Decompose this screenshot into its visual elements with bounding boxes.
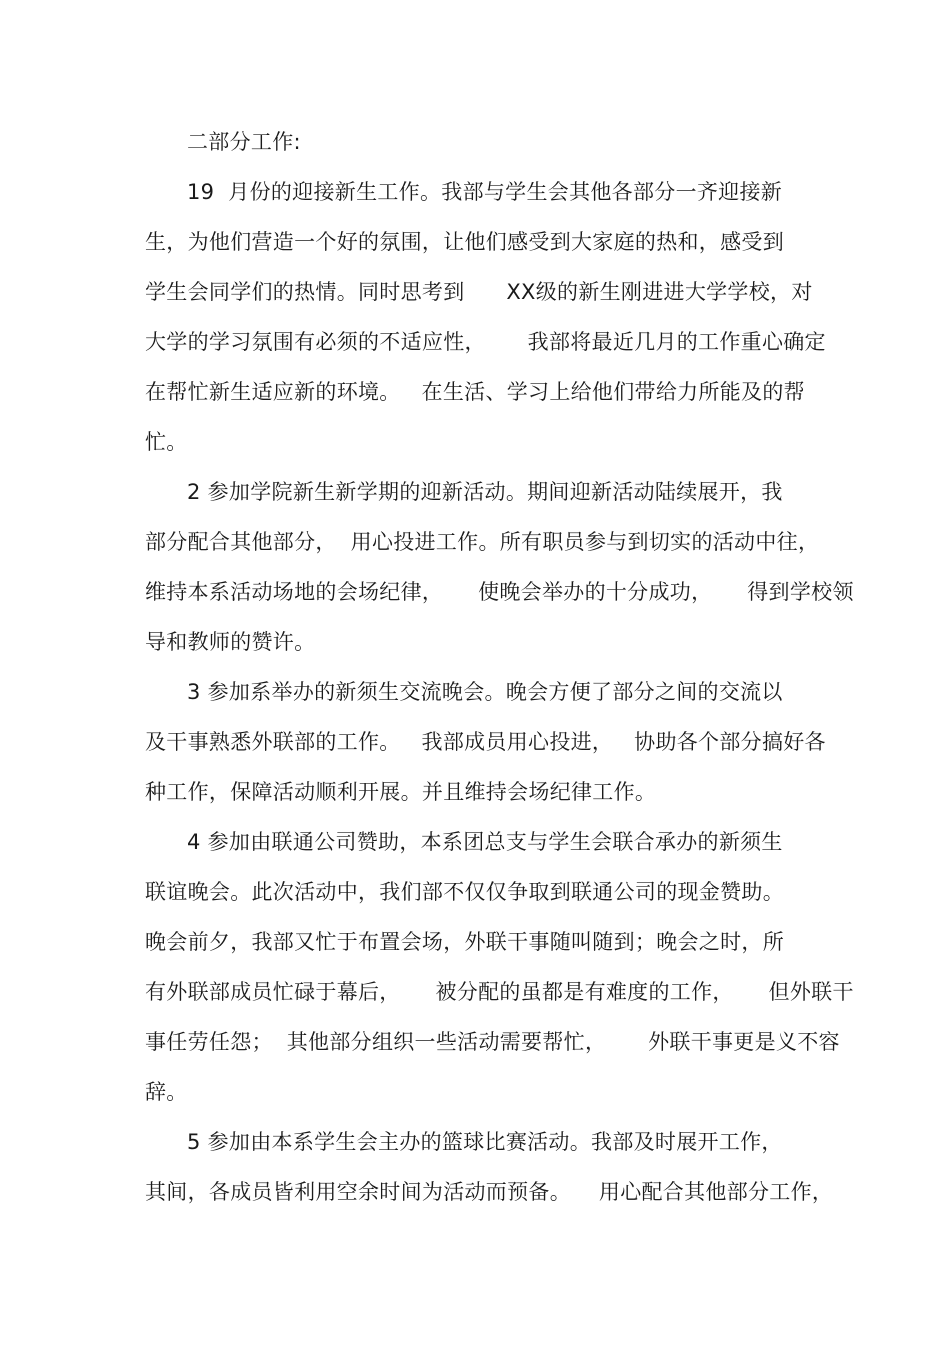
paragraph-line: 学生会同学们的热情。同时思考到 XX级的新生刚进进大学学校，对 xyxy=(145,280,813,304)
paragraph-line: 事任劳任怨； 其他部分组织一些活动需要帮忙， 外联干事更是义不容 xyxy=(145,1030,840,1054)
paragraph-line: 辞。 xyxy=(145,1080,188,1104)
paragraph-line: 在帮忙新生适应新的环境。 在生活、学习上给他们带给力所能及的帮 xyxy=(145,380,805,404)
paragraph-line: 3 参加系举办的新须生交流晚会。晚会方便了部分之间的交流以 xyxy=(187,680,783,704)
paragraph-line: 种工作，保障活动顺利开展。并且维持会场纪律工作。 xyxy=(145,780,657,804)
paragraph-line: 导和教师的赞许。 xyxy=(145,630,316,654)
paragraph-line: 联谊晚会。此次活动中，我们部不仅仅争取到联通公司的现金赞助。 xyxy=(145,880,784,904)
paragraph-line: 2 参加学院新生新学期的迎新活动。期间迎新活动陆续展开，我 xyxy=(187,480,783,504)
paragraph-line: 及干事熟悉外联部的工作。 我部成员用心投进， 协助各个部分搞好各 xyxy=(145,730,826,754)
paragraph-line: 其间，各成员皆利用空余时间为活动而预备。 用心配合其他部分工作， xyxy=(145,1180,834,1204)
section-heading: 二部分工作: xyxy=(187,130,301,154)
paragraph-line: 大学的学习氛围有必须的不适应性， 我部将最近几月的工作重心确定 xyxy=(145,330,826,354)
paragraph-line: 部分配合其他部分， 用心投进工作。所有职员参与到切实的活动中往， xyxy=(145,530,820,554)
paragraph-line: 生，为他们营造一个好的氛围，让他们感受到大家庭的热和，感受到 xyxy=(145,230,784,254)
paragraph-line: 5 参加由本系学生会主办的篮球比赛活动。我部及时展开工作， xyxy=(187,1130,783,1154)
paragraph-line: 忙。 xyxy=(145,430,188,454)
paragraph-line: 晚会前夕，我部又忙于布置会场，外联干事随叫随到；晚会之时，所 xyxy=(145,930,784,954)
paragraph-line: 19 月份的迎接新生工作。我部与学生会其他各部分一齐迎接新 xyxy=(187,180,783,204)
paragraph-line: 4 参加由联通公司赞助，本系团总支与学生会联合承办的新须生 xyxy=(187,830,783,854)
paragraph-line: 维持本系活动场地的会场纪律， 使晚会举办的十分成功， 得到学校领 xyxy=(145,580,854,604)
paragraph-line: 有外联部成员忙碌于幕后， 被分配的虽都是有难度的工作， 但外联干 xyxy=(145,980,854,1004)
